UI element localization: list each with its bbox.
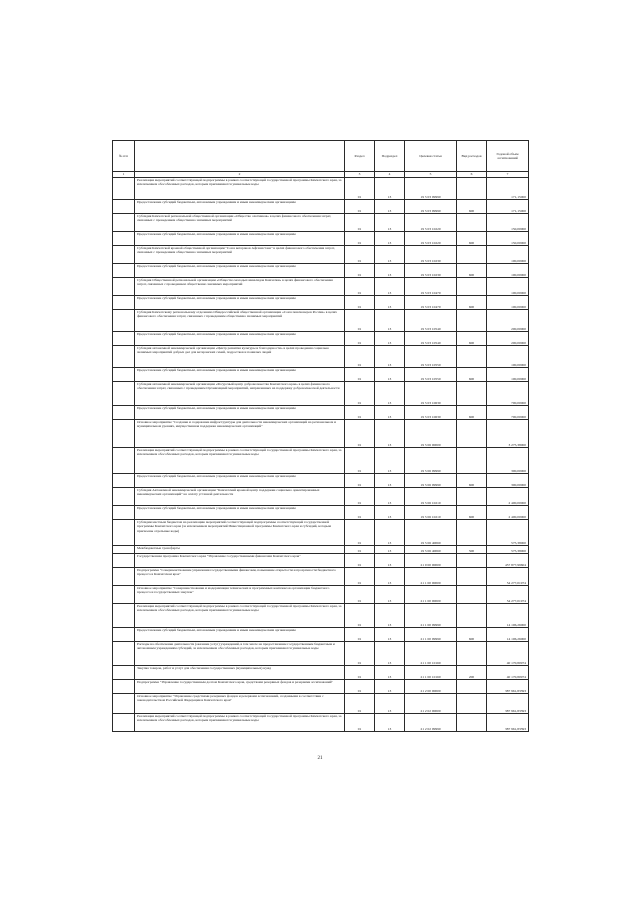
cell-razdel: 01 — [345, 264, 375, 278]
column-number: 1 — [113, 172, 135, 178]
cell-num — [113, 694, 135, 714]
table-row — [113, 546, 529, 554]
cell-sum: 387 961,83393 — [487, 694, 529, 714]
cell-num — [113, 382, 135, 406]
table-row — [113, 232, 529, 246]
cell-vr: 600 — [457, 200, 487, 214]
cell-num — [113, 310, 135, 332]
cell-razdel: 01 — [345, 246, 375, 264]
cell-razdel: 01 — [345, 546, 375, 554]
cell-num — [113, 680, 135, 694]
cell-razdel: 01 — [345, 680, 375, 694]
table-row — [113, 278, 529, 296]
cell-razdel: 01 — [345, 506, 375, 520]
cell-razdel: 01 — [345, 666, 375, 680]
cell-csr: 19 5 03 10230 — [405, 246, 457, 264]
cell-podrazdel: 13 — [375, 382, 405, 406]
cell-name: Межбюджетные трансферты — [135, 546, 345, 554]
table-row — [113, 332, 529, 346]
cell-num — [113, 278, 135, 296]
cell-name: Предоставление субсидий бюджетным, автономным учреждениям и иным некоммерческим организациям — [135, 200, 345, 214]
cell-name: Субсидии местным бюджетам на реализацию мероприятий соответствующей подпрограммы соответствующей государственной программы Камчатского края (за исключением мероприятий Инвестиционной программы Камчатского края и субсидий, которым присвоены отдельные коды) — [135, 520, 345, 546]
cell-num — [113, 200, 135, 214]
cell-podrazdel: 13 — [375, 296, 405, 310]
cell-sum: 150,00000 — [487, 232, 529, 246]
cell-razdel: 01 — [345, 382, 375, 406]
cell-vr — [457, 694, 487, 714]
cell-podrazdel: 13 — [375, 568, 405, 586]
cell-razdel: 01 — [345, 642, 375, 666]
table-row — [113, 554, 529, 568]
cell-razdel: 01 — [345, 296, 375, 310]
cell-sum: 40 170,80974 — [487, 666, 529, 680]
cell-name: Предоставление субсидий бюджетным, автономным учреждениям и иным некоммерческим организациям — [135, 296, 345, 310]
cell-csr: 21 1 00 09990 — [405, 604, 457, 628]
cell-sum: 100,00000 — [487, 368, 529, 382]
cell-razdel: 01 — [345, 310, 375, 332]
cell-sum: 100,00000 — [487, 246, 529, 264]
cell-name: Субсидия Камчатской краевой общественной организации "Союз ветеранов Афганистана" в целях финансового обеспечения затрат, связанных с проведением общественно значимых мероприятий — [135, 246, 345, 264]
cell-sum: 100,00000 — [487, 278, 529, 296]
table-row — [113, 666, 529, 680]
cell-sum: 300,00000 — [487, 474, 529, 488]
cell-csr: 19 5 03 09990 — [405, 178, 457, 200]
cell-name: Реализация мероприятий соответствующей подпрограммы в рамках соответствующей государственной программы Камчатского края, за исключением обособленных расходов, которым присваиваются уникальные коды — [135, 178, 345, 200]
cell-csr: 19 5 03 10550 — [405, 368, 457, 382]
cell-num — [113, 420, 135, 448]
cell-podrazdel: 13 — [375, 232, 405, 246]
cell-vr — [457, 554, 487, 568]
column-number: 2 — [135, 172, 345, 178]
cell-num — [113, 568, 135, 586]
table-row — [113, 474, 529, 488]
cell-vr: 600 — [457, 264, 487, 278]
cell-sum: 575,38000 — [487, 546, 529, 554]
cell-csr: 19 5 06 09990 — [405, 448, 457, 474]
cell-name: Государственная программа Камчатского края "Управление государственными финансами Камчатского края" — [135, 554, 345, 568]
cell-num — [113, 604, 135, 628]
cell-num — [113, 554, 135, 568]
cell-name: Предоставление субсидий бюджетным, автономным учреждениям и иным некоммерческим организациям — [135, 474, 345, 488]
cell-csr: 19 5 06 10210 — [405, 506, 457, 520]
cell-num — [113, 488, 135, 506]
table-row — [113, 448, 529, 474]
cell-sum: 14 106,26000 — [487, 628, 529, 642]
cell-csr: 19 5 03 10630 — [405, 382, 457, 406]
table-row — [113, 604, 529, 628]
cell-vr: 200 — [457, 666, 487, 680]
cell-csr: 21 1 00 00000 — [405, 568, 457, 586]
table-header-row — [113, 141, 529, 172]
cell-csr: 21 2 00 00000 — [405, 680, 457, 694]
cell-num — [113, 586, 135, 604]
cell-num — [113, 246, 135, 264]
header-sum: Годовой объем ассигнований — [487, 141, 529, 172]
cell-num — [113, 332, 135, 346]
cell-num — [113, 178, 135, 200]
cell-razdel: 01 — [345, 406, 375, 420]
cell-sum: 14 106,26000 — [487, 604, 529, 628]
cell-podrazdel: 13 — [375, 278, 405, 296]
cell-num — [113, 506, 135, 520]
cell-sum: 200,00000 — [487, 332, 529, 346]
cell-razdel: 01 — [345, 278, 375, 296]
cell-razdel: 01 — [345, 178, 375, 200]
cell-name: Основное мероприятие "Совершенствование и модернизация технических и программных комплексов организации бюджетного процесса и государственных закупок" — [135, 586, 345, 604]
cell-csr: 21 1 00 10160 — [405, 642, 457, 666]
cell-num — [113, 520, 135, 546]
table-row — [113, 520, 529, 546]
cell-podrazdel: 13 — [375, 628, 405, 642]
cell-podrazdel: 13 — [375, 520, 405, 546]
cell-podrazdel: 13 — [375, 406, 405, 420]
cell-name: Подпрограмма "Совершенствование управления государственными финансами, повышение открытости и прозрачности бюджетного процесса в Камчатском крае" — [135, 568, 345, 586]
column-number: 3 — [345, 172, 375, 178]
cell-num — [113, 214, 135, 232]
cell-razdel: 01 — [345, 332, 375, 346]
cell-name: Предоставление субсидий бюджетным, автономным учреждениям и иным некоммерческим организациям — [135, 406, 345, 420]
cell-vr: 500 — [457, 546, 487, 554]
cell-razdel: 01 — [345, 604, 375, 628]
cell-vr: 600 — [457, 232, 487, 246]
cell-podrazdel: 13 — [375, 642, 405, 666]
table-body — [113, 178, 529, 732]
cell-csr: 19 5 06 40060 — [405, 520, 457, 546]
cell-podrazdel: 13 — [375, 554, 405, 568]
column-number: 6 — [457, 172, 487, 178]
cell-num — [113, 264, 135, 278]
cell-name: Предоставление субсидий бюджетным, автономным учреждениям и иным некоммерческим организациям — [135, 232, 345, 246]
cell-name: Подпрограмма "Управление государственным долгом Камчатского края, средствами резервных фондов и резервами ассигнований" — [135, 680, 345, 694]
cell-num — [113, 474, 135, 488]
cell-csr: 21 0 00 00000 — [405, 554, 457, 568]
table-row — [113, 406, 529, 420]
cell-vr: 600 — [457, 296, 487, 310]
cell-sum: 171,15000 — [487, 200, 529, 214]
cell-name: Закупка товаров, работ и услуг для обеспечения государственных (муниципальных) нужд — [135, 666, 345, 680]
cell-num — [113, 714, 135, 732]
cell-razdel: 01 — [345, 586, 375, 604]
table-row — [113, 586, 529, 604]
table-row — [113, 568, 529, 586]
cell-num — [113, 666, 135, 680]
cell-podrazdel: 13 — [375, 310, 405, 332]
cell-name: Субсидия Автономной некоммерческой организации "Камчатский краевой центр поддержки социально ориентированных некоммерческих организаций" на оплату уставной деятельности — [135, 488, 345, 506]
cell-vr — [457, 346, 487, 368]
cell-sum: 100,00000 — [487, 346, 529, 368]
cell-name: Основное мероприятие "Управление средствами резервных фондов и резервами ассигнований, созданными в соответствии с законодательством Российской Федерации и Камчатского края" — [135, 694, 345, 714]
table-row — [113, 694, 529, 714]
table-row — [113, 420, 529, 448]
cell-csr: 19 5 03 10550 — [405, 346, 457, 368]
cell-podrazdel: 13 — [375, 474, 405, 488]
cell-csr: 19 5 06 00000 — [405, 420, 457, 448]
cell-name: Предоставление субсидий бюджетным, автономным учреждениям и иным некоммерческим организациям — [135, 506, 345, 520]
table-row — [113, 310, 529, 332]
cell-sum: 100,00000 — [487, 296, 529, 310]
budget-table — [112, 140, 529, 732]
cell-csr: 19 5 06 40060 — [405, 546, 457, 554]
cell-sum: 387 961,83393 — [487, 714, 529, 732]
cell-podrazdel: 13 — [375, 346, 405, 368]
cell-vr — [457, 604, 487, 628]
table-row — [113, 680, 529, 694]
cell-csr: 19 5 03 10220 — [405, 232, 457, 246]
table-row — [113, 178, 529, 200]
cell-podrazdel: 13 — [375, 546, 405, 554]
cell-vr: 600 — [457, 368, 487, 382]
cell-vr — [457, 420, 487, 448]
header-razdel: Раздел — [345, 141, 375, 172]
cell-csr: 19 5 03 10230 — [405, 264, 457, 278]
cell-sum: 40 170,80974 — [487, 642, 529, 666]
table-row — [113, 264, 529, 278]
cell-csr: 19 5 03 10470 — [405, 296, 457, 310]
table-row — [113, 368, 529, 382]
table-row — [113, 346, 529, 368]
cell-name: Субсидия Общественной региональной организации «Общество молодых инвалидов Камчатки» в целях финансового обеспечения затрат, связанных с проведением общественно значимых мероприятий — [135, 278, 345, 296]
cell-name: Основное мероприятие "Создание и содержание инфраструктуры для деятельности некоммерческих организаций на региональном и муниципальном уровнях, имущественная поддержка некоммерческих организаций" — [135, 420, 345, 448]
table-row — [113, 628, 529, 642]
cell-csr: 21 2 02 00000 — [405, 694, 457, 714]
cell-num — [113, 368, 135, 382]
cell-name: Субсидия Камчатскому региональному отделению Общероссийской общественной организации «Союз пенсионеров России» в целях финансового обеспечения затрат, связанных с проведением общественно значимых мероприятий — [135, 310, 345, 332]
header-name — [135, 141, 345, 172]
cell-podrazdel: 13 — [375, 694, 405, 714]
cell-podrazdel: 13 — [375, 604, 405, 628]
cell-razdel: 01 — [345, 474, 375, 488]
cell-sum: 2 400,00000 — [487, 488, 529, 506]
cell-name: Предоставление субсидий бюджетным, автономным учреждениям и иным некоммерческим организациям — [135, 332, 345, 346]
cell-sum: 300,00000 — [487, 448, 529, 474]
cell-csr: 21 2 02 09990 — [405, 714, 457, 732]
cell-num — [113, 232, 135, 246]
cell-csr: 21 1 00 00000 — [405, 586, 457, 604]
cell-sum: 54 277,01974 — [487, 568, 529, 586]
cell-razdel: 01 — [345, 714, 375, 732]
cell-vr: 600 — [457, 506, 487, 520]
table-row — [113, 642, 529, 666]
cell-podrazdel: 13 — [375, 506, 405, 520]
cell-razdel: 01 — [345, 214, 375, 232]
cell-razdel: 01 — [345, 488, 375, 506]
cell-podrazdel: 13 — [375, 488, 405, 506]
column-number: 5 — [405, 172, 457, 178]
page-number: 21 — [317, 756, 323, 761]
cell-name: Предоставление субсидий бюджетным, автономным учреждениям и иным некоммерческим организациям — [135, 368, 345, 382]
cell-name: Реализация мероприятий соответствующей подпрограммы в рамках соответствующей государственной программы Камчатского края, за исключением обособленных расходов, которым присваиваются уникальные коды — [135, 714, 345, 732]
cell-vr — [457, 310, 487, 332]
cell-podrazdel: 13 — [375, 420, 405, 448]
cell-podrazdel: 13 — [375, 680, 405, 694]
cell-podrazdel: 13 — [375, 714, 405, 732]
cell-sum: 387 961,83393 — [487, 680, 529, 694]
cell-csr: 19 5 03 10630 — [405, 406, 457, 420]
cell-podrazdel: 13 — [375, 214, 405, 232]
cell-csr: 19 5 03 10540 — [405, 310, 457, 332]
cell-csr: 19 5 06 10210 — [405, 488, 457, 506]
cell-sum: 700,00000 — [487, 406, 529, 420]
header-csr: Целевая статья — [405, 141, 457, 172]
cell-num — [113, 546, 135, 554]
cell-name: Субсидия Камчатской региональной общественной организации «Общество охотников» в целях финансового обеспечения затрат, связанных с проведением общественно значимых мероприятий — [135, 214, 345, 232]
header-num: № п/п — [113, 141, 135, 172]
cell-podrazdel: 13 — [375, 178, 405, 200]
cell-podrazdel: 13 — [375, 368, 405, 382]
cell-razdel: 01 — [345, 448, 375, 474]
cell-podrazdel: 13 — [375, 448, 405, 474]
cell-razdel: 01 — [345, 200, 375, 214]
cell-vr: 600 — [457, 474, 487, 488]
cell-vr — [457, 448, 487, 474]
cell-sum: 700,00000 — [487, 382, 529, 406]
cell-csr: 19 5 03 10220 — [405, 214, 457, 232]
cell-num — [113, 642, 135, 666]
cell-csr: 19 5 03 10470 — [405, 278, 457, 296]
cell-name: Расходы на обеспечение деятельности (оказание услуг) учреждений, в том числе на предоставление государственным бюджетным и автономным учреждениям субсидий, за исключением обособленных расходов, которым присваиваются уникальные коды — [135, 642, 345, 666]
document-sheet — [112, 140, 528, 732]
cell-csr: 19 5 03 09990 — [405, 200, 457, 214]
cell-vr: 600 — [457, 332, 487, 346]
cell-vr — [457, 714, 487, 732]
cell-razdel: 01 — [345, 568, 375, 586]
cell-vr — [457, 680, 487, 694]
cell-name: Субсидия автономной некоммерческой организации «Ресурсный центр добровольчества Камчатского края» в целях финансового обеспечения затрат, связанных с проведением Организацией мероприятий, направленных на поддержку добровольческой деятельности — [135, 382, 345, 406]
table-row — [113, 506, 529, 520]
cell-razdel: 01 — [345, 554, 375, 568]
cell-sum: 2 400,00000 — [487, 506, 529, 520]
table-row — [113, 200, 529, 214]
cell-vr: 600 — [457, 628, 487, 642]
cell-sum: 457 877,99604 — [487, 554, 529, 568]
cell-sum: 150,00000 — [487, 214, 529, 232]
cell-razdel: 01 — [345, 694, 375, 714]
cell-vr — [457, 214, 487, 232]
cell-razdel: 01 — [345, 368, 375, 382]
cell-razdel: 01 — [345, 520, 375, 546]
cell-sum: 100,00000 — [487, 264, 529, 278]
header-podrazdel: Подраздел — [375, 141, 405, 172]
cell-num — [113, 296, 135, 310]
cell-name: Предоставление субсидий бюджетным, автономным учреждениям и иным некоммерческим организациям — [135, 264, 345, 278]
cell-csr: 19 5 03 10540 — [405, 332, 457, 346]
cell-razdel: 01 — [345, 420, 375, 448]
column-number: 4 — [375, 172, 405, 178]
cell-podrazdel: 13 — [375, 332, 405, 346]
cell-podrazdel: 13 — [375, 666, 405, 680]
table-row — [113, 382, 529, 406]
cell-csr: 21 1 00 10160 — [405, 666, 457, 680]
cell-name: Предоставление субсидий бюджетным, автономным учреждениям и иным некоммерческим организациям — [135, 628, 345, 642]
cell-razdel: 01 — [345, 232, 375, 246]
cell-sum: 575,38000 — [487, 520, 529, 546]
cell-vr: 600 — [457, 406, 487, 420]
cell-name: Реализация мероприятий соответствующей подпрограммы в рамках соответствующей государственной программы Камчатского края, за исключением обособленных расходов, которым присваиваются уникальные коды — [135, 448, 345, 474]
cell-podrazdel: 13 — [375, 264, 405, 278]
cell-vr — [457, 568, 487, 586]
cell-csr: 21 1 00 09990 — [405, 628, 457, 642]
cell-vr — [457, 642, 487, 666]
cell-razdel: 01 — [345, 346, 375, 368]
cell-vr — [457, 520, 487, 546]
table-row — [113, 296, 529, 310]
cell-vr — [457, 382, 487, 406]
cell-sum: 3 275,38000 — [487, 420, 529, 448]
cell-podrazdel: 13 — [375, 246, 405, 264]
cell-vr — [457, 278, 487, 296]
cell-vr — [457, 586, 487, 604]
cell-vr — [457, 178, 487, 200]
cell-num — [113, 346, 135, 368]
table-row — [113, 488, 529, 506]
table-row — [113, 214, 529, 232]
cell-sum: 171,15000 — [487, 178, 529, 200]
table-row — [113, 246, 529, 264]
cell-name: Реализация мероприятий соответствующей подпрограммы в рамках соответствующей государственной программы Камчатского края, за исключением обособленных расходов, которым присваиваются уникальные коды — [135, 604, 345, 628]
cell-vr — [457, 246, 487, 264]
cell-num — [113, 448, 135, 474]
cell-podrazdel: 13 — [375, 200, 405, 214]
table-row — [113, 714, 529, 732]
cell-sum: 200,00000 — [487, 310, 529, 332]
column-number: 7 — [487, 172, 529, 178]
cell-csr: 19 5 06 09990 — [405, 474, 457, 488]
cell-num — [113, 628, 135, 642]
cell-name: Субсидия автономной некоммерческой организации «Центр развития культуры и благодарности» в целях проведения социально значимых мероприятий добрых дел для ветеранских семей, подростков и пожилых людей — [135, 346, 345, 368]
cell-podrazdel: 13 — [375, 586, 405, 604]
header-vr: Вид расходов — [457, 141, 487, 172]
cell-vr — [457, 488, 487, 506]
cell-sum: 54 277,01974 — [487, 586, 529, 604]
cell-razdel: 01 — [345, 628, 375, 642]
cell-num — [113, 406, 135, 420]
